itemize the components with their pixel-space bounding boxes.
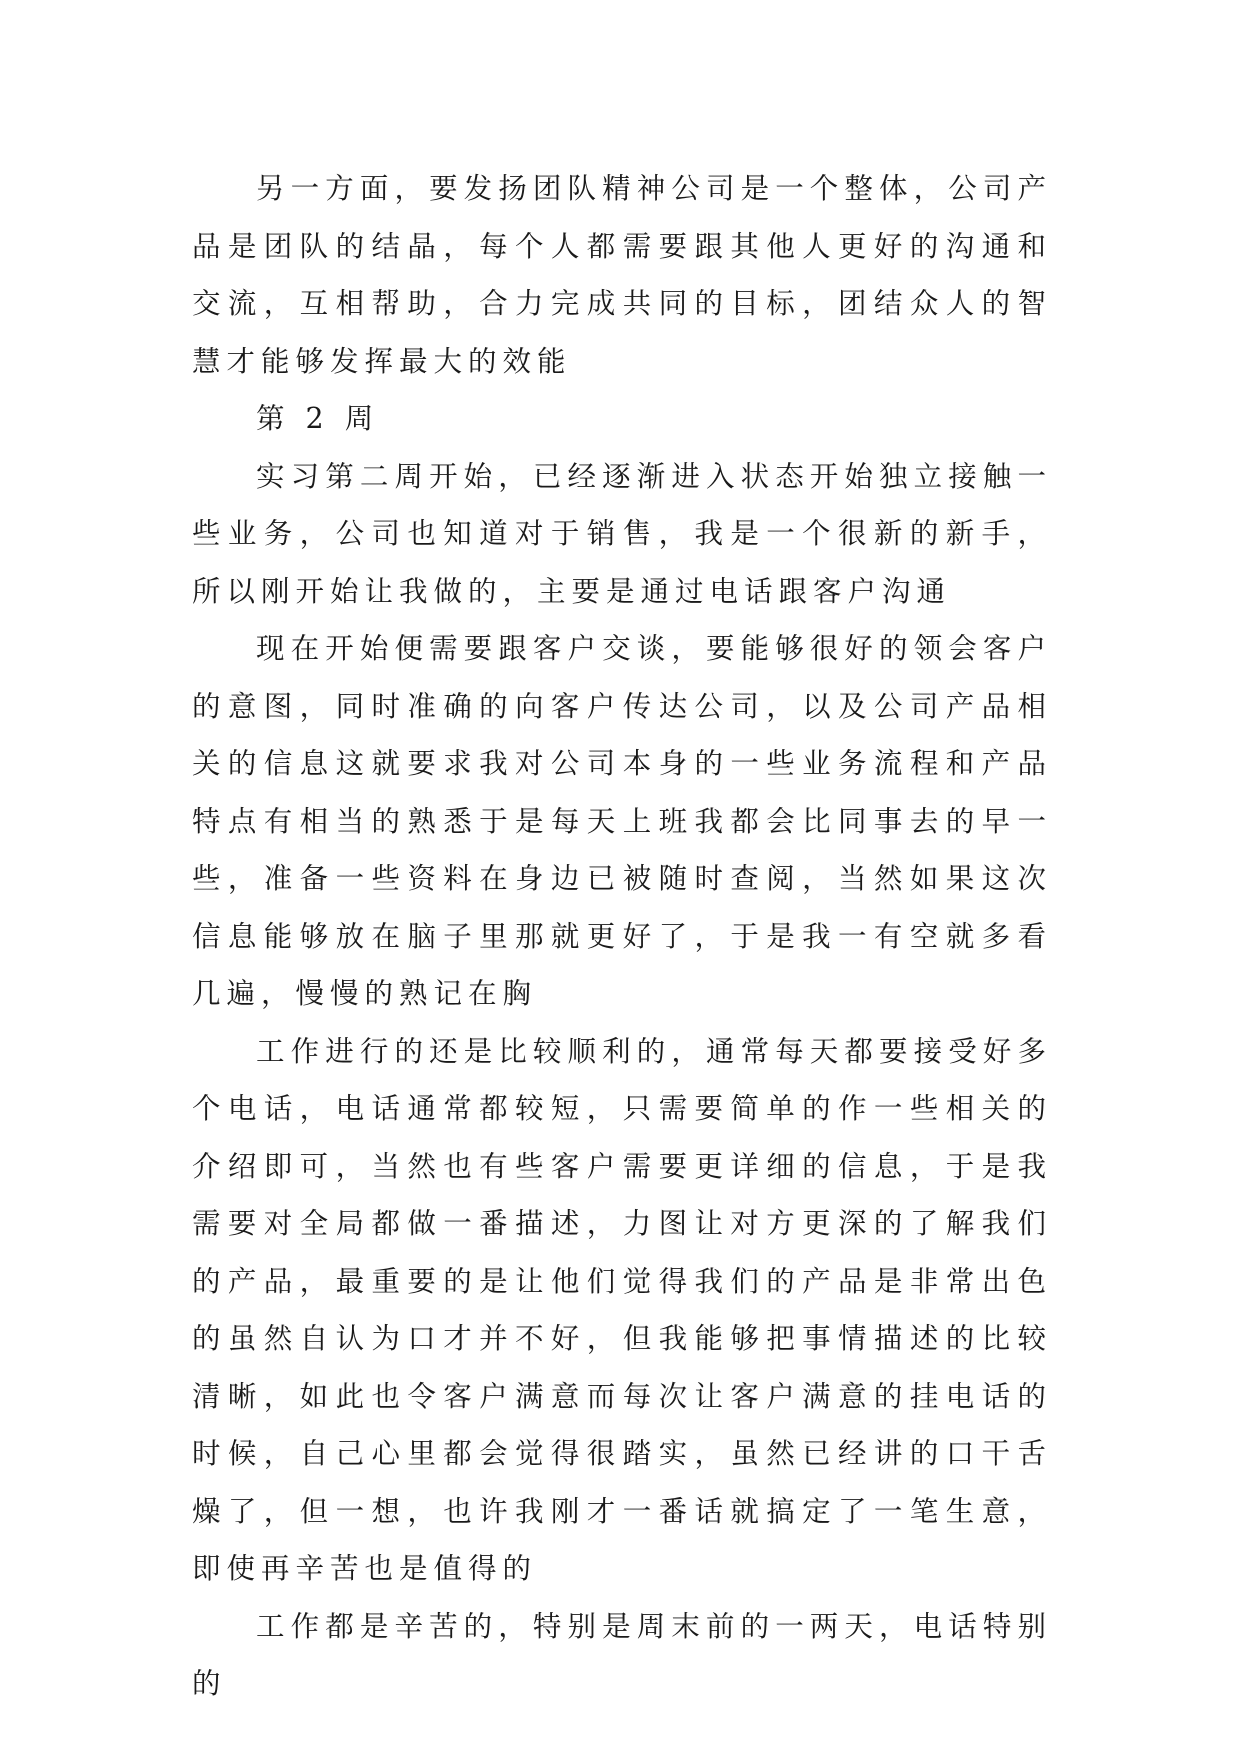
- paragraph-teamwork: 另一方面，要发扬团队精神公司是一个整体，公司产品是团队的结晶，每个人都需要跟其他人更好的沟通和交流，互相帮助，合力完成共同的目标，团结众人的智慧才能够发挥最大的效能: [192, 172, 1052, 378]
- document-body: [192, 160, 1052, 1713]
- section-heading-week-2: 第 2 周: [256, 402, 380, 435]
- paragraph-client-communication: 现在开始便需要跟客户交谈，要能够很好的领会客户的意图，同时准确的向客户传达公司，以及公司产品相关的信息这就要求我对公司本身的一些业务流程和产品特点有相当的熟悉于是每天上班我都会比同事去的早一些，准备一些资料在身边已被随时查阅，当然如果这次信息能够放在脑子里那就更好了，于是我一有空就多看几遍，慢慢的熟记在胸: [192, 632, 1052, 1010]
- paragraph-work-progress: 工作进行的还是比较顺利的，通常每天都要接受好多个电话，电话通常都较短，只需要简单的作一些相关的介绍即可，当然也有些客户需要更详细的信息，于是我需要对全局都做一番描述，力图让对方更深的了解我们的产品，最重要的是让他们觉得我们的产品是非常出色的虽然自认为口才并不好，但我能够把事情描述的比较清晰，如此也令客户满意而每次让客户满意的挂电话的时候，自己心里都会觉得很踏实，虽然已经讲的口干舌燥了，但一想，也许我刚才一番话就搞定了一笔生意，即使再辛苦也是值得的: [192, 1034, 1052, 1585]
- paragraph-week2-start: 实习第二周开始，已经逐渐进入状态开始独立接触一些业务，公司也知道对于销售，我是一个很新的新手，所以刚开始让我做的，主要是通过电话跟客户沟通: [192, 459, 1052, 608]
- paragraph-hard-work: 工作都是辛苦的，特别是周末前的一两天，电话特别的: [192, 1609, 1052, 1700]
